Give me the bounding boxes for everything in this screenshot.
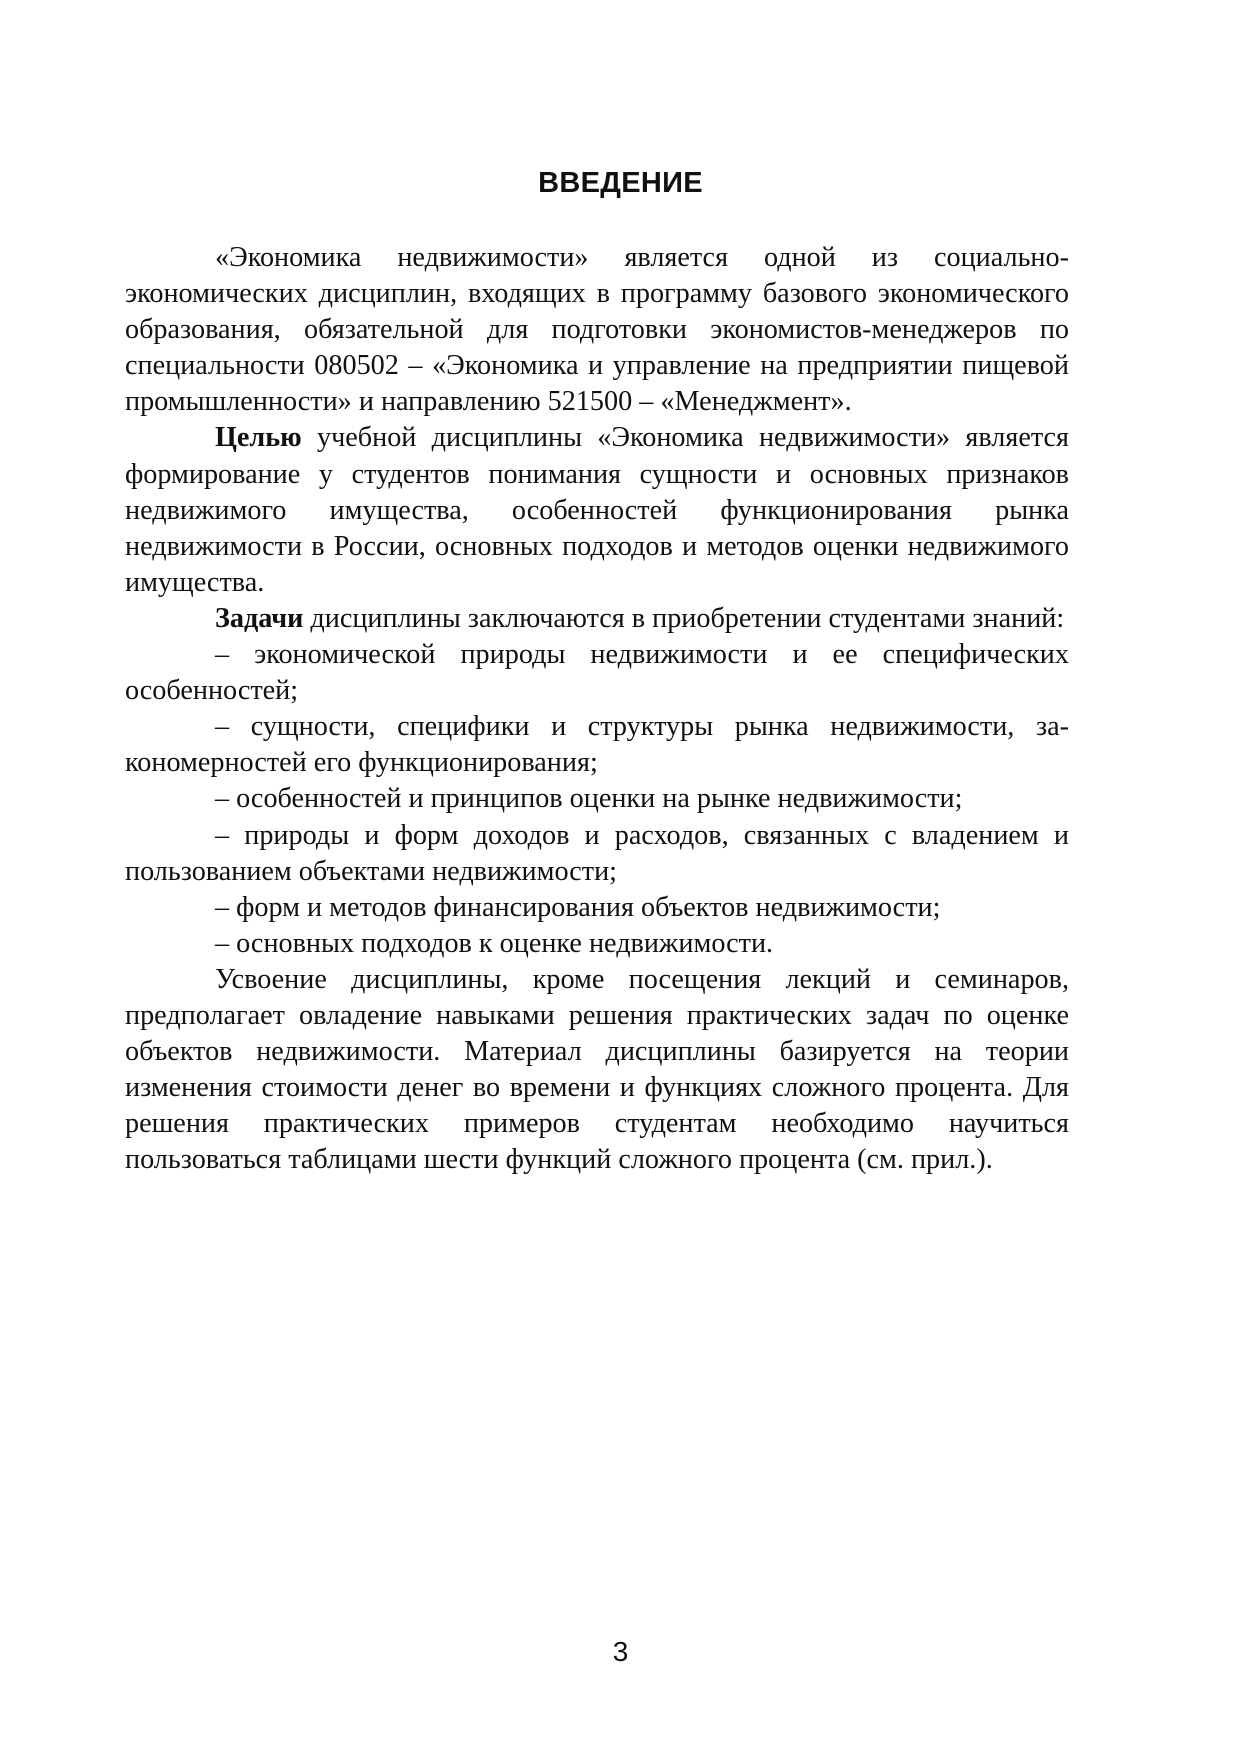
- goal-text: учебной дисциплины «Экономика недвижимости» является формирование у студентов понимания сущности и основных признаков недвижимого имущества, особенностей функционирования рынка недвижимости в России, основных подходов и методов оценки недвижимого имущества.: [125, 422, 1069, 598]
- list-item: – сущности, специфики и структуры рынка недвижимости, закономерностей его функционирования;: [125, 711, 1069, 779]
- body-text: [125, 240, 1069, 1178]
- closing-paragraph: Усвоение дисциплины, кроме посещения лекций и семинаров, предполагает овладение навыками решения практических задач по оценке объектов недвижимости. Материал дисциплины базируется на теории изменения стоимости денег во времени и функциях сложного процента. Для решения практических примеров студентам необходимо научиться пользоваться таблицами шести функций сложного процента (см. прил.).: [125, 963, 1069, 1176]
- goal-paragraph: [125, 420, 1069, 600]
- page-title: ВВЕДЕНИЕ: [538, 167, 703, 199]
- tasks-lead: Задачи: [215, 602, 304, 634]
- tasks-text: дисциплины заключаются в приобретении студентами знаний:: [303, 602, 1065, 634]
- goal-lead: Целью: [215, 422, 302, 454]
- intro-paragraph: «Экономика недвижимости» является одной из социально-экономических дисциплин, входящих в программу базового экономического образования, обязательной для подготовки экономистов-менеджеров по специальности 080502 – «Экономика и управление на предприятии пищевой промышленности» и направлению 521500 – «Менеджмент».: [125, 242, 1069, 418]
- list-item: – экономической природы недвижимости и ее специфических особенностей;: [125, 639, 1069, 707]
- list-item: – природы и форм доходов и расходов, связанных с владением и пользованием объектами недвижимости;: [125, 819, 1069, 887]
- page-number: 3: [612, 1636, 629, 1667]
- tasks-paragraph: [125, 601, 1069, 637]
- list-item: – основных подходов к оценке недвижимости.: [215, 927, 774, 959]
- list-item: – форм и методов финансирования объектов недвижимости;: [215, 891, 941, 923]
- list-item: – особенностей и принципов оценки на рынке недвижимости;: [215, 783, 963, 815]
